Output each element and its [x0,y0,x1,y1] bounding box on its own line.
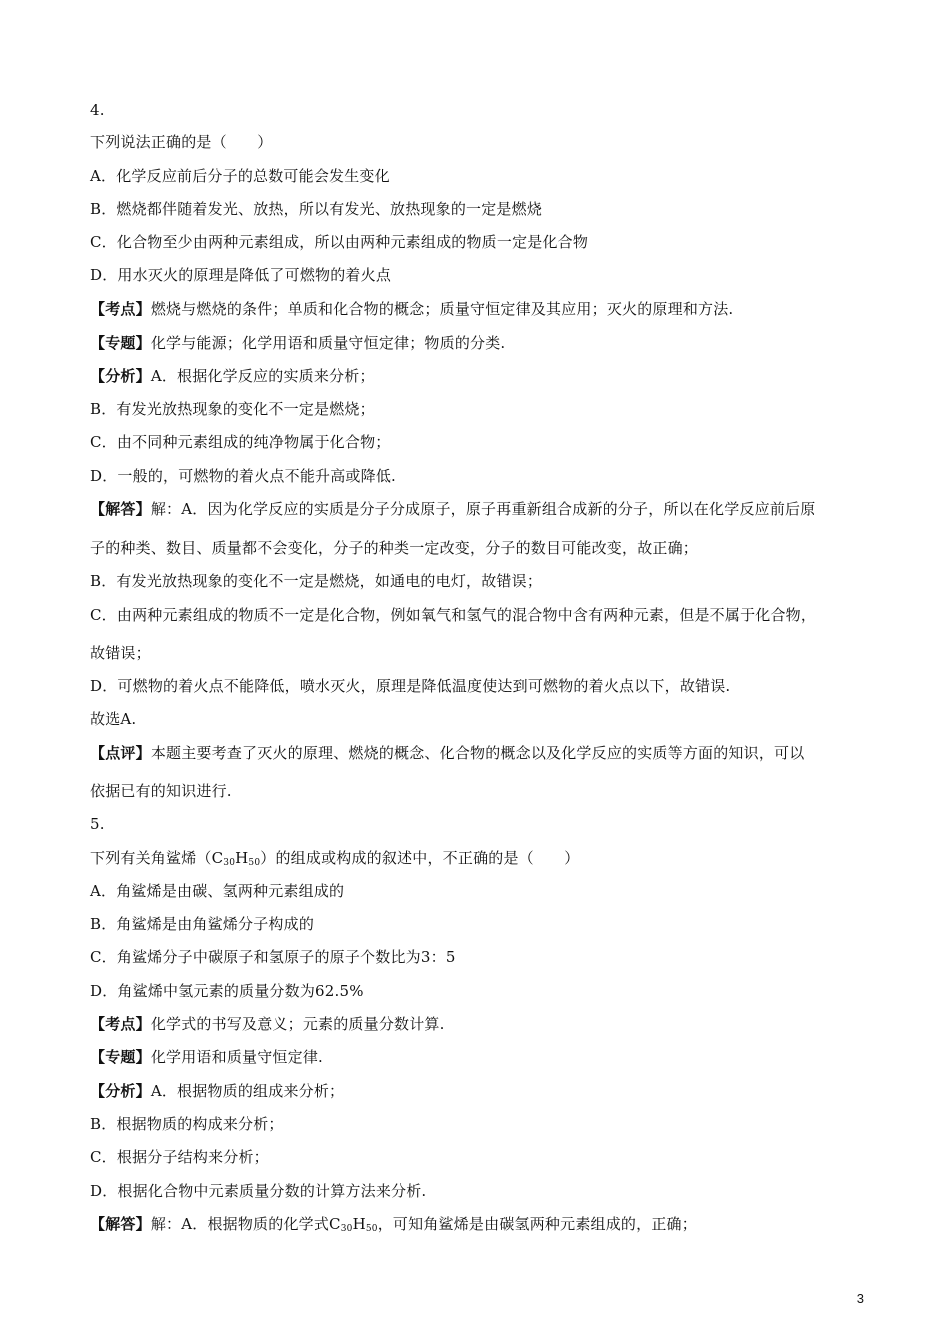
question-4-jieda-line: D．可燃物的着火点不能降低，喷水灭火，原理是降低温度使达到可燃物的着火点以下，故错误. [90,677,731,695]
kaodian-tag: 【考点】 [90,1015,151,1033]
question-4-option-b: B．燃烧都伴随着发光、放热，所以有发光、放热现象的一定是燃烧 [90,200,543,218]
question-4-fenxi-line: D．一般的，可燃物的着火点不能升高或降低. [90,467,396,485]
subscript: 50 [248,858,261,868]
zhuanti-tag: 【专题】 [90,1048,151,1066]
fenxi-line: A．根据物质的组成来分析； [150,1082,345,1100]
question-5-option-b: B．角鲨烯是由角鲨烯分子构成的 [90,915,315,933]
question-4-option-a: A．化学反应前后分子的总数可能会发生变化 [90,167,390,185]
question-4-fenxi [90,366,870,386]
kaodian-text: 化学式的书写及意义；元素的质量分数计算. [150,1015,445,1033]
jieda-line: 解：A．因为化学反应的实质是分子分成原子，原子再重新组合成新的分子，所以在化学反应前后原 [150,500,816,518]
question-5-option-c: C．角鲨烯分子中碳原子和氢原子的原子个数比为3：5 [90,948,456,966]
question-5-option-a: A．角鲨烯是由碳、氢两种元素组成的 [90,882,345,900]
question-4-jieda-line: 子的种类、数目、质量都不会变化，分子的种类一定改变，分子的数目可能改变，故正确； [90,539,699,557]
jieda-text: ，可知角鲨烯是由碳氢两种元素组成的，正确； [377,1215,697,1233]
question-4-fenxi-line: B．有发光放热现象的变化不一定是燃烧； [90,400,375,418]
question-4-dianping-line: 依据已有的知识进行. [90,782,232,800]
fenxi-line: A．根据化学反应的实质来分析； [150,367,375,385]
zhuanti-text: 化学与能源；化学用语和质量守恒定律；物质的分类. [150,334,506,352]
jieda-tag: 【解答】 [90,1215,151,1233]
jieda-text: 解：A．根据物质的化学式C [150,1215,341,1233]
question-4-dianping [90,743,870,763]
stem-text: H [235,849,249,867]
dianping-tag: 【点评】 [90,744,151,762]
question-4-fenxi-line: C．由不同种元素组成的纯净物属于化合物； [90,433,391,451]
question-5-fenxi [90,1081,870,1101]
subscript: 50 [365,1224,378,1234]
question-5-fenxi-line: B．根据物质的构成来分析； [90,1115,284,1133]
question-4-option-d: D．用水灭火的原理是降低了可燃物的着火点 [90,266,392,284]
question-4-stem: 下列说法正确的是（ ） [90,133,273,151]
jieda-text: H [352,1215,366,1233]
stem-text: 下列有关角鲨烯（C [90,849,224,867]
subscript: 30 [340,1224,353,1234]
question-5-kaodian [90,1014,870,1034]
question-5-number: 5. [90,815,105,833]
subscript: 30 [223,858,236,868]
page-number: 3 [856,1291,864,1306]
question-4-option-c: C．化合物至少由两种元素组成，所以由两种元素组成的物质一定是化合物 [90,233,589,251]
question-5-stem [90,848,870,873]
kaodian-text: 燃烧与燃烧的条件；单质和化合物的概念；质量守恒定律及其应用；灭火的原理和方法. [150,300,734,318]
question-4-jieda [90,499,870,519]
fenxi-tag: 【分析】 [90,367,151,385]
stem-text: ）的组成或构成的叙述中，不正确的是（ ） [260,849,580,867]
question-4-number: 4. [90,101,105,119]
question-5-option-d: D．角鲨烯中氢元素的质量分数为62.5% [90,982,364,1000]
zhuanti-text: 化学用语和质量守恒定律. [150,1048,323,1066]
zhuanti-tag: 【专题】 [90,334,151,352]
question-4-kaodian [90,299,870,319]
question-5-jieda [90,1214,870,1239]
question-5-fenxi-line: D．根据化合物中元素质量分数的计算方法来分析. [90,1182,427,1200]
question-4-jieda-line: B．有发光放热现象的变化不一定是燃烧，如通电的电灯，故错误； [90,572,543,590]
question-4-answer: 故选A. [90,710,137,728]
question-5-fenxi-line: C．根据分子结构来分析； [90,1148,269,1166]
question-4-zhuanti [90,333,870,353]
question-4-jieda-line: 故错误； [90,644,151,662]
dianping-line: 本题主要考查了灭火的原理、燃烧的概念、化合物的概念以及化学反应的实质等方面的知识，可以 [150,744,805,762]
fenxi-tag: 【分析】 [90,1082,151,1100]
question-5-zhuanti [90,1047,870,1067]
jieda-tag: 【解答】 [90,500,151,518]
question-4-jieda-line: C．由两种元素组成的物质不一定是化合物，例如氧气和氢气的混合物中含有两种元素，但是不属于化合物， [90,606,817,624]
kaodian-tag: 【考点】 [90,300,151,318]
